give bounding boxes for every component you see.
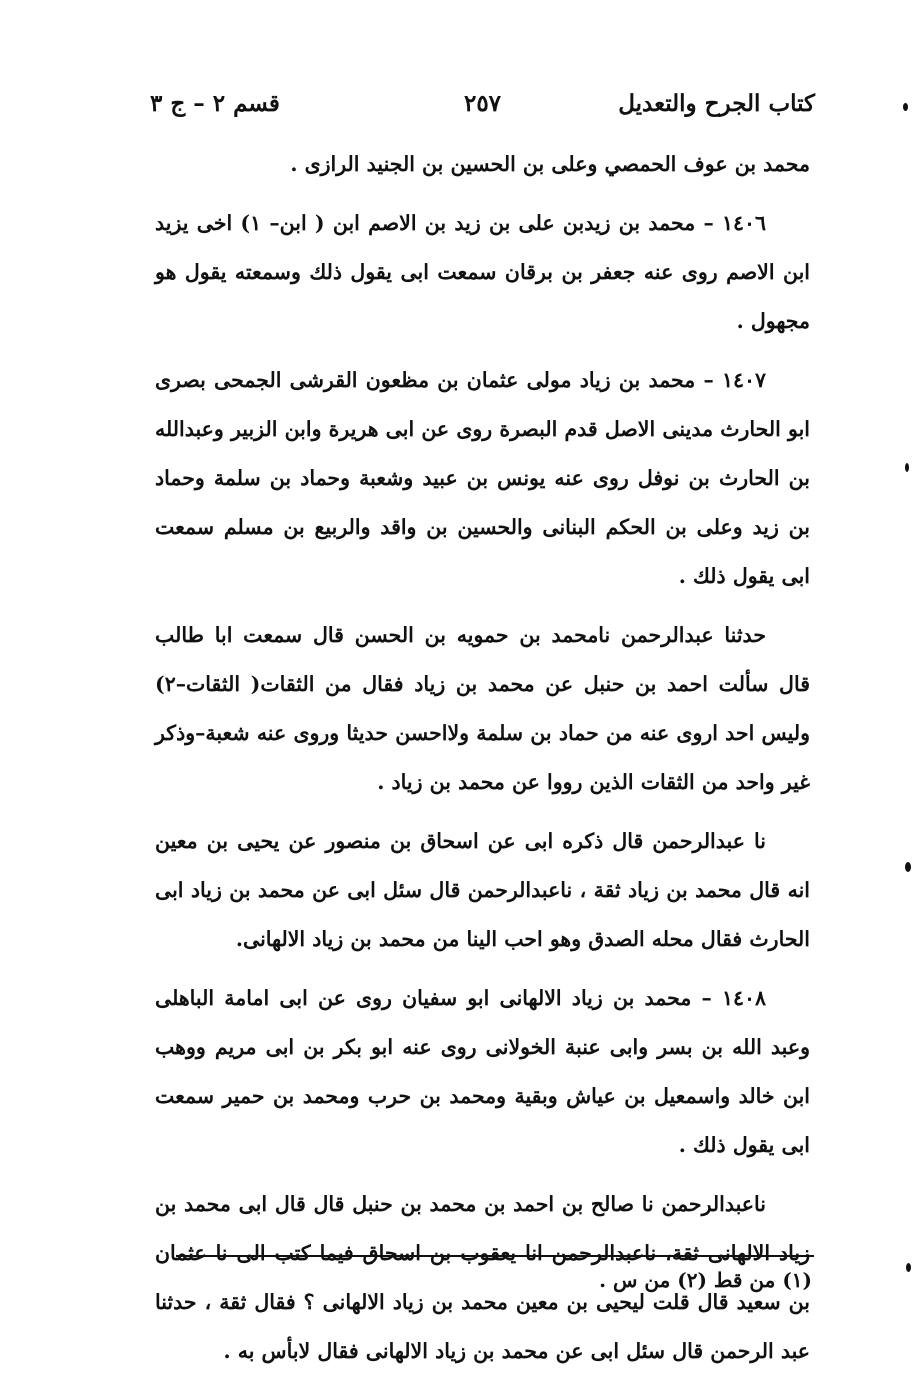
entry-1406: ١٤٠٦ – محمد بن زيدبن على بن زيد بن الاصم ابن ( ابن– ١) اخى يزيد ابن الاصم روى عنه جعفر بن برقان سمعت ابى يقول ذلك وسمعته يقول هو مجهول .: [155, 211, 810, 333]
paragraph-continuation: محمد بن عوف الحمصي وعلى بن الحسين بن الجنيد الرازى .: [290, 152, 810, 176]
scan-speck: [905, 862, 911, 872]
paragraph-yahya-opinion: نا عبدالرحمن قال ذكره ابى عن اسحاق بن منصور عن يحيى بن معين انه قال محمد بن زياد ثقة ، ناعبدالرحمن قال سئل ابى عن محمد بن زياد ابى الحارث فقال محله الصدق وهو احب الينا من محمد بن زياد الالهانى.: [155, 829, 810, 951]
footnote: (١) من قط (٢) من س .: [599, 1268, 812, 1292]
scan-speck: [903, 103, 908, 111]
part-volume-label: قسم ٢ – ج ٣: [150, 90, 280, 117]
paragraph-ahmad-opinion: حدثنا عبدالرحمن نامحمد بن حمويه بن الحسن قال سمعت ابا طالب قال سألت احمد بن حنبل عن محمد بن زياد فقال من الثقات( الثقات–٢) وليس احد اروى عنه من حماد بن سلمة ولااحسن حديثا وروى عنه شعبة–وذكر غير واحد من الثقات الذين رووا عن محمد بن زياد .: [155, 623, 810, 794]
entry-1408: ١٤٠٨ – محمد بن زياد الالهانى ابو سفيان روى عن ابى امامة الباهلى وعبد الله بن بسر وابى عنبة الخولانى روى عنه ابو بكر بن ابى مريم ووهب ابن خالد واسمعيل بن عياش وبقية ومحمد بن حرب ومحمد بن حمير سمعت ابى يقول ذلك .: [155, 986, 810, 1157]
running-header: [150, 84, 815, 128]
footnote-divider: [176, 1255, 814, 1257]
scan-speck: [905, 463, 909, 472]
scan-speck: [906, 1263, 911, 1272]
entry-1407: ١٤٠٧ – محمد بن زياد مولى عثمان بن مظعون القرشى الجمحى بصرى ابو الحارث مدينى الاصل قدم البصرة روى عن ابى هريرة وابن الزبير وعبدالله بن الحارث بن نوفل روى عنه يونس بن عبيد وشعبة وحماد بن سلمة وحماد بن زيد وعلى بن الحكم البنانى والحسين بن واقد والربيع بن مسلم سمعت ابى يقول ذلك .: [155, 368, 810, 588]
book-title: كتاب الجرح والتعديل: [618, 90, 815, 117]
paragraph-alhani-opinions: ناعبدالرحمن نا صالح بن احمد بن محمد بن حنبل قال قال ابى محمد بن زياد الالهانى ثقة، ناعبدالرحمن انا يعقوب بن اسحاق فيما كتب الى نا عثمان بن سعيد قال قلت ليحيى بن معين محمد بن زياد الالهانى ؟ فقال ثقة ، حدثنا عبد الرحمن قال سئل ابى عن محمد بن زياد الالهانى فقال لابأس به .: [155, 1192, 810, 1363]
page-number: ٢٥٧: [463, 90, 502, 117]
main-text: [155, 140, 810, 1386]
